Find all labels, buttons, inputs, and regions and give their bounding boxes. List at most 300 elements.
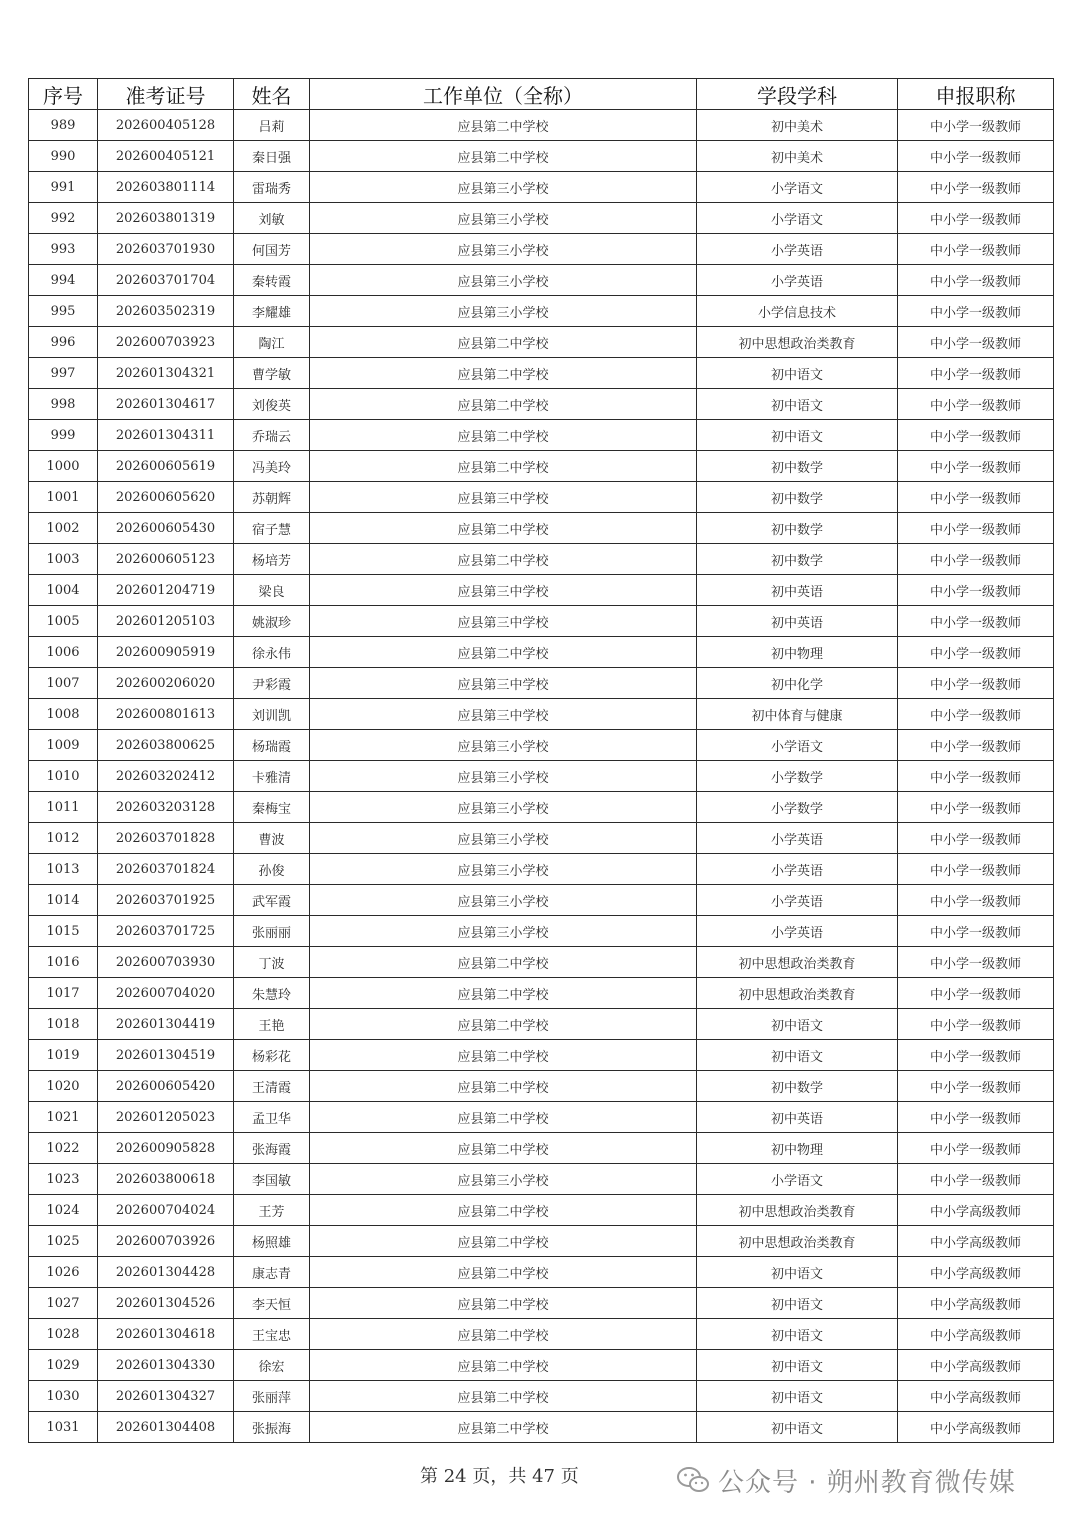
cell-seq: 990 [29, 141, 98, 172]
cell-name: 康志青 [234, 1257, 310, 1288]
cell-seq: 1007 [29, 668, 98, 699]
cell-seq: 1011 [29, 792, 98, 823]
table-row [29, 606, 1054, 637]
table-header-row [29, 79, 1054, 110]
cell-workplace: 应县第二中学校 [310, 1412, 697, 1443]
table-row [29, 420, 1054, 451]
cell-name: 王芳 [234, 1195, 310, 1226]
cell-name: 徐宏 [234, 1350, 310, 1381]
cell-title: 中小学高级教师 [898, 1412, 1054, 1443]
wechat-icon [676, 1465, 710, 1495]
cell-subject: 小学数学 [697, 761, 898, 792]
table-row [29, 1195, 1054, 1226]
cell-exam-id: 202601304321 [98, 358, 234, 389]
cell-subject: 初中语文 [697, 1288, 898, 1319]
cell-workplace: 应县第二中学校 [310, 947, 697, 978]
cell-title: 中小学高级教师 [898, 1257, 1054, 1288]
cell-seq: 993 [29, 234, 98, 265]
cell-seq: 992 [29, 203, 98, 234]
cell-exam-id: 202601304519 [98, 1040, 234, 1071]
cell-workplace: 应县第二中学校 [310, 1381, 697, 1412]
table-row [29, 1040, 1054, 1071]
cell-seq: 1009 [29, 730, 98, 761]
cell-workplace: 应县第二中学校 [310, 389, 697, 420]
cell-title: 中小学高级教师 [898, 1288, 1054, 1319]
cell-title: 中小学一级教师 [898, 296, 1054, 327]
cell-name: 雷瑞秀 [234, 172, 310, 203]
cell-subject: 初中语文 [697, 389, 898, 420]
cell-workplace: 应县第三小学校 [310, 885, 697, 916]
cell-exam-id: 202601304311 [98, 420, 234, 451]
cell-name: 秦转霞 [234, 265, 310, 296]
cell-title: 中小学一级教师 [898, 1009, 1054, 1040]
cell-subject: 初中物理 [697, 637, 898, 668]
cell-exam-id: 202600704024 [98, 1195, 234, 1226]
cell-name: 曹学敏 [234, 358, 310, 389]
cell-name: 王艳 [234, 1009, 310, 1040]
cell-exam-id: 202600605123 [98, 544, 234, 575]
cell-subject: 初中英语 [697, 606, 898, 637]
cell-title: 中小学一级教师 [898, 730, 1054, 761]
table-row [29, 1350, 1054, 1381]
table-row [29, 544, 1054, 575]
cell-subject: 小学英语 [697, 234, 898, 265]
cell-title: 中小学一级教师 [898, 544, 1054, 575]
cell-title: 中小学一级教师 [898, 482, 1054, 513]
cell-exam-id: 202603801319 [98, 203, 234, 234]
cell-subject: 初中语文 [697, 1350, 898, 1381]
cell-seq: 1014 [29, 885, 98, 916]
cell-subject: 初中美术 [697, 141, 898, 172]
cell-workplace: 应县第二中学校 [310, 544, 697, 575]
cell-title: 中小学一级教师 [898, 668, 1054, 699]
cell-exam-id: 202601304428 [98, 1257, 234, 1288]
header-name: 姓名 [234, 79, 310, 110]
cell-title: 中小学一级教师 [898, 978, 1054, 1009]
table-row [29, 482, 1054, 513]
cell-workplace: 应县第三小学校 [310, 730, 697, 761]
cell-subject: 小学语文 [697, 1164, 898, 1195]
cell-seq: 1004 [29, 575, 98, 606]
cell-exam-id: 202600703926 [98, 1226, 234, 1257]
cell-title: 中小学一级教师 [898, 606, 1054, 637]
cell-title: 中小学一级教师 [898, 358, 1054, 389]
cell-seq: 1018 [29, 1009, 98, 1040]
header-exam-id: 准考证号 [98, 79, 234, 110]
cell-seq: 1024 [29, 1195, 98, 1226]
cell-title: 中小学一级教师 [898, 1071, 1054, 1102]
cell-exam-id: 202601304618 [98, 1319, 234, 1350]
cell-name: 刘敏 [234, 203, 310, 234]
table-row [29, 1288, 1054, 1319]
cell-seq: 1000 [29, 451, 98, 482]
watermark [676, 1460, 1016, 1500]
cell-seq: 1016 [29, 947, 98, 978]
cell-seq: 1001 [29, 482, 98, 513]
cell-workplace: 应县第三小学校 [310, 792, 697, 823]
cell-subject: 初中语文 [697, 420, 898, 451]
cell-title: 中小学一级教师 [898, 637, 1054, 668]
cell-subject: 初中数学 [697, 513, 898, 544]
cell-seq: 1015 [29, 916, 98, 947]
cell-seq: 1013 [29, 854, 98, 885]
table-row [29, 1226, 1054, 1257]
cell-subject: 初中英语 [697, 575, 898, 606]
table-row [29, 172, 1054, 203]
cell-exam-id: 202600405128 [98, 110, 234, 141]
cell-subject: 小学语文 [697, 172, 898, 203]
table-row [29, 110, 1054, 141]
cell-exam-id: 202603800625 [98, 730, 234, 761]
cell-exam-id: 202603701828 [98, 823, 234, 854]
cell-name: 武军霞 [234, 885, 310, 916]
cell-name: 孙俊 [234, 854, 310, 885]
cell-seq: 994 [29, 265, 98, 296]
table-row [29, 575, 1054, 606]
cell-title: 中小学一级教师 [898, 885, 1054, 916]
cell-subject: 小学英语 [697, 854, 898, 885]
cell-name: 宿子慧 [234, 513, 310, 544]
cell-subject: 初中思想政治类教育 [697, 1226, 898, 1257]
cell-title: 中小学高级教师 [898, 1381, 1054, 1412]
cell-name: 李天恒 [234, 1288, 310, 1319]
cell-seq: 995 [29, 296, 98, 327]
cell-workplace: 应县第三小学校 [310, 296, 697, 327]
cell-exam-id: 202601204719 [98, 575, 234, 606]
cell-seq: 1028 [29, 1319, 98, 1350]
cell-exam-id: 202600605619 [98, 451, 234, 482]
cell-exam-id: 202601304330 [98, 1350, 234, 1381]
cell-title: 中小学一级教师 [898, 1102, 1054, 1133]
table-row [29, 854, 1054, 885]
cell-name: 张丽丽 [234, 916, 310, 947]
cell-name: 杨照雄 [234, 1226, 310, 1257]
cell-name: 冯美玲 [234, 451, 310, 482]
cell-seq: 1027 [29, 1288, 98, 1319]
cell-exam-id: 202600703923 [98, 327, 234, 358]
cell-subject: 初中美术 [697, 110, 898, 141]
cell-seq: 1029 [29, 1350, 98, 1381]
cell-workplace: 应县第三中学校 [310, 699, 697, 730]
cell-name: 朱慧玲 [234, 978, 310, 1009]
table-row [29, 885, 1054, 916]
cell-title: 中小学一级教师 [898, 451, 1054, 482]
cell-workplace: 应县第三小学校 [310, 854, 697, 885]
cell-name: 李耀雄 [234, 296, 310, 327]
table-row [29, 358, 1054, 389]
cell-seq: 998 [29, 389, 98, 420]
cell-workplace: 应县第二中学校 [310, 1009, 697, 1040]
cell-exam-id: 202603701725 [98, 916, 234, 947]
cell-exam-id: 202600206020 [98, 668, 234, 699]
cell-exam-id: 202601304408 [98, 1412, 234, 1443]
cell-subject: 初中数学 [697, 482, 898, 513]
cell-title: 中小学一级教师 [898, 389, 1054, 420]
cell-subject: 小学英语 [697, 885, 898, 916]
cell-workplace: 应县第二中学校 [310, 420, 697, 451]
cell-workplace: 应县第二中学校 [310, 141, 697, 172]
cell-name: 苏朝辉 [234, 482, 310, 513]
table-row [29, 761, 1054, 792]
cell-workplace: 应县第二中学校 [310, 1226, 697, 1257]
table-row [29, 637, 1054, 668]
table-row [29, 327, 1054, 358]
table-row [29, 389, 1054, 420]
cell-exam-id: 202603801114 [98, 172, 234, 203]
table-row [29, 792, 1054, 823]
cell-title: 中小学一级教师 [898, 265, 1054, 296]
cell-title: 中小学一级教师 [898, 327, 1054, 358]
cell-workplace: 应县第三中学校 [310, 575, 697, 606]
cell-name: 张振海 [234, 1412, 310, 1443]
cell-title: 中小学一级教师 [898, 513, 1054, 544]
cell-subject: 初中体育与健康 [697, 699, 898, 730]
cell-workplace: 应县第三小学校 [310, 823, 697, 854]
cell-subject: 初中物理 [697, 1133, 898, 1164]
cell-name: 徐永伟 [234, 637, 310, 668]
table-row [29, 916, 1054, 947]
cell-title: 中小学一级教师 [898, 699, 1054, 730]
cell-name: 张丽萍 [234, 1381, 310, 1412]
cell-name: 陶江 [234, 327, 310, 358]
cell-subject: 初中数学 [697, 1071, 898, 1102]
cell-title: 中小学一级教师 [898, 141, 1054, 172]
cell-exam-id: 202601304526 [98, 1288, 234, 1319]
cell-seq: 991 [29, 172, 98, 203]
cell-seq: 1022 [29, 1133, 98, 1164]
cell-name: 卡雅清 [234, 761, 310, 792]
cell-seq: 1019 [29, 1040, 98, 1071]
cell-subject: 初中数学 [697, 544, 898, 575]
cell-name: 姚淑珍 [234, 606, 310, 637]
cell-workplace: 应县第二中学校 [310, 1350, 697, 1381]
cell-subject: 初中语文 [697, 1412, 898, 1443]
cell-exam-id: 202600801613 [98, 699, 234, 730]
cell-exam-id: 202600605420 [98, 1071, 234, 1102]
cell-workplace: 应县第三中学校 [310, 482, 697, 513]
table-row [29, 203, 1054, 234]
table-row [29, 1319, 1054, 1350]
cell-workplace: 应县第二中学校 [310, 1257, 697, 1288]
table-row [29, 513, 1054, 544]
header-subject: 学段学科 [697, 79, 898, 110]
cell-subject: 初中语文 [697, 1009, 898, 1040]
cell-subject: 初中英语 [697, 1102, 898, 1133]
cell-seq: 1017 [29, 978, 98, 1009]
cell-subject: 初中语文 [697, 358, 898, 389]
cell-name: 王清霞 [234, 1071, 310, 1102]
cell-name: 何国芳 [234, 234, 310, 265]
cell-name: 孟卫华 [234, 1102, 310, 1133]
cell-title: 中小学一级教师 [898, 854, 1054, 885]
cell-seq: 997 [29, 358, 98, 389]
cell-workplace: 应县第二中学校 [310, 358, 697, 389]
cell-title: 中小学一级教师 [898, 761, 1054, 792]
cell-exam-id: 202603701704 [98, 265, 234, 296]
cell-subject: 初中思想政治类教育 [697, 978, 898, 1009]
cell-seq: 1002 [29, 513, 98, 544]
table-row [29, 699, 1054, 730]
table-row [29, 296, 1054, 327]
header-workplace: 工作单位（全称） [310, 79, 697, 110]
cell-workplace: 应县第三小学校 [310, 761, 697, 792]
cell-exam-id: 202601205023 [98, 1102, 234, 1133]
cell-title: 中小学一级教师 [898, 947, 1054, 978]
cell-seq: 1030 [29, 1381, 98, 1412]
cell-subject: 初中语文 [697, 1319, 898, 1350]
cell-name: 曹波 [234, 823, 310, 854]
cell-title: 中小学高级教师 [898, 1195, 1054, 1226]
cell-workplace: 应县第二中学校 [310, 1319, 697, 1350]
table-row [29, 1257, 1054, 1288]
cell-title: 中小学一级教师 [898, 234, 1054, 265]
header-title: 申报职称 [898, 79, 1054, 110]
page-number: 第 24 页，共 47 页 [420, 1466, 579, 1487]
cell-title: 中小学一级教师 [898, 1133, 1054, 1164]
cell-title: 中小学一级教师 [898, 916, 1054, 947]
cell-title: 中小学一级教师 [898, 792, 1054, 823]
cell-seq: 1005 [29, 606, 98, 637]
cell-workplace: 应县第三小学校 [310, 1164, 697, 1195]
cell-name: 李国敏 [234, 1164, 310, 1195]
cell-title: 中小学一级教师 [898, 203, 1054, 234]
table-row [29, 1164, 1054, 1195]
cell-subject: 小学英语 [697, 265, 898, 296]
cell-workplace: 应县第三小学校 [310, 172, 697, 203]
cell-workplace: 应县第二中学校 [310, 1040, 697, 1071]
cell-title: 中小学一级教师 [898, 420, 1054, 451]
cell-title: 中小学一级教师 [898, 1164, 1054, 1195]
table-row [29, 1133, 1054, 1164]
cell-subject: 小学数学 [697, 792, 898, 823]
cell-workplace: 应县第二中学校 [310, 451, 697, 482]
cell-name: 吕莉 [234, 110, 310, 141]
cell-seq: 1020 [29, 1071, 98, 1102]
cell-name: 梁良 [234, 575, 310, 606]
cell-subject: 初中思想政治类教育 [697, 947, 898, 978]
cell-name: 刘训凯 [234, 699, 310, 730]
cell-exam-id: 202600605620 [98, 482, 234, 513]
cell-subject: 初中语文 [697, 1257, 898, 1288]
cell-workplace: 应县第二中学校 [310, 1071, 697, 1102]
cell-seq: 1021 [29, 1102, 98, 1133]
watermark-text: 公众号 · 朔州教育微传媒 [718, 1467, 1016, 1498]
table-row [29, 141, 1054, 172]
cell-title: 中小学一级教师 [898, 1040, 1054, 1071]
cell-workplace: 应县第二中学校 [310, 1133, 697, 1164]
cell-seq: 1003 [29, 544, 98, 575]
cell-exam-id: 202600605430 [98, 513, 234, 544]
cell-subject: 小学英语 [697, 916, 898, 947]
table-row [29, 823, 1054, 854]
cell-exam-id: 202601205103 [98, 606, 234, 637]
cell-workplace: 应县第三中学校 [310, 668, 697, 699]
cell-exam-id: 202601304419 [98, 1009, 234, 1040]
table-row [29, 234, 1054, 265]
cell-name: 王宝忠 [234, 1319, 310, 1350]
cell-subject: 小学语文 [697, 730, 898, 761]
cell-title: 中小学一级教师 [898, 110, 1054, 141]
cell-workplace: 应县第三小学校 [310, 916, 697, 947]
cell-seq: 1026 [29, 1257, 98, 1288]
cell-title: 中小学高级教师 [898, 1226, 1054, 1257]
cell-workplace: 应县第三小学校 [310, 234, 697, 265]
cell-title: 中小学高级教师 [898, 1319, 1054, 1350]
applicant-table [28, 78, 1054, 1443]
cell-seq: 1006 [29, 637, 98, 668]
cell-title: 中小学一级教师 [898, 823, 1054, 854]
table-row [29, 730, 1054, 761]
cell-exam-id: 202601304617 [98, 389, 234, 420]
cell-exam-id: 202603701824 [98, 854, 234, 885]
table-row [29, 1009, 1054, 1040]
cell-seq: 1010 [29, 761, 98, 792]
cell-name: 刘俊英 [234, 389, 310, 420]
cell-title: 中小学一级教师 [898, 172, 1054, 203]
cell-subject: 小学信息技术 [697, 296, 898, 327]
cell-subject: 初中思想政治类教育 [697, 1195, 898, 1226]
table-row [29, 265, 1054, 296]
cell-name: 丁波 [234, 947, 310, 978]
cell-name: 秦梅宝 [234, 792, 310, 823]
table-row [29, 1412, 1054, 1443]
table-row [29, 1102, 1054, 1133]
cell-exam-id: 202603502319 [98, 296, 234, 327]
table-row [29, 668, 1054, 699]
cell-name: 杨培芳 [234, 544, 310, 575]
cell-workplace: 应县第三小学校 [310, 203, 697, 234]
cell-workplace: 应县第三中学校 [310, 606, 697, 637]
cell-workplace: 应县第二中学校 [310, 110, 697, 141]
cell-title: 中小学一级教师 [898, 575, 1054, 606]
cell-title: 中小学高级教师 [898, 1350, 1054, 1381]
cell-exam-id: 202601304327 [98, 1381, 234, 1412]
cell-exam-id: 202600405121 [98, 141, 234, 172]
table-row [29, 978, 1054, 1009]
cell-workplace: 应县第二中学校 [310, 1195, 697, 1226]
cell-name: 尹彩霞 [234, 668, 310, 699]
cell-workplace: 应县第二中学校 [310, 637, 697, 668]
cell-exam-id: 202600905828 [98, 1133, 234, 1164]
cell-seq: 1025 [29, 1226, 98, 1257]
cell-workplace: 应县第二中学校 [310, 513, 697, 544]
cell-seq: 989 [29, 110, 98, 141]
header-seq: 序号 [29, 79, 98, 110]
cell-seq: 1008 [29, 699, 98, 730]
cell-name: 杨瑞霞 [234, 730, 310, 761]
cell-seq: 1012 [29, 823, 98, 854]
cell-workplace: 应县第三小学校 [310, 265, 697, 296]
cell-subject: 初中数学 [697, 451, 898, 482]
cell-exam-id: 202603701925 [98, 885, 234, 916]
cell-workplace: 应县第二中学校 [310, 978, 697, 1009]
cell-seq: 999 [29, 420, 98, 451]
cell-seq: 1031 [29, 1412, 98, 1443]
cell-subject: 初中语文 [697, 1040, 898, 1071]
table-row [29, 451, 1054, 482]
cell-workplace: 应县第二中学校 [310, 1288, 697, 1319]
cell-seq: 1023 [29, 1164, 98, 1195]
cell-name: 张海霞 [234, 1133, 310, 1164]
table-row [29, 1071, 1054, 1102]
cell-subject: 小学语文 [697, 203, 898, 234]
cell-subject: 初中语文 [697, 1381, 898, 1412]
cell-exam-id: 202600703930 [98, 947, 234, 978]
cell-name: 秦日强 [234, 141, 310, 172]
cell-workplace: 应县第二中学校 [310, 327, 697, 358]
table-body [29, 110, 1054, 1443]
cell-subject: 初中化学 [697, 668, 898, 699]
